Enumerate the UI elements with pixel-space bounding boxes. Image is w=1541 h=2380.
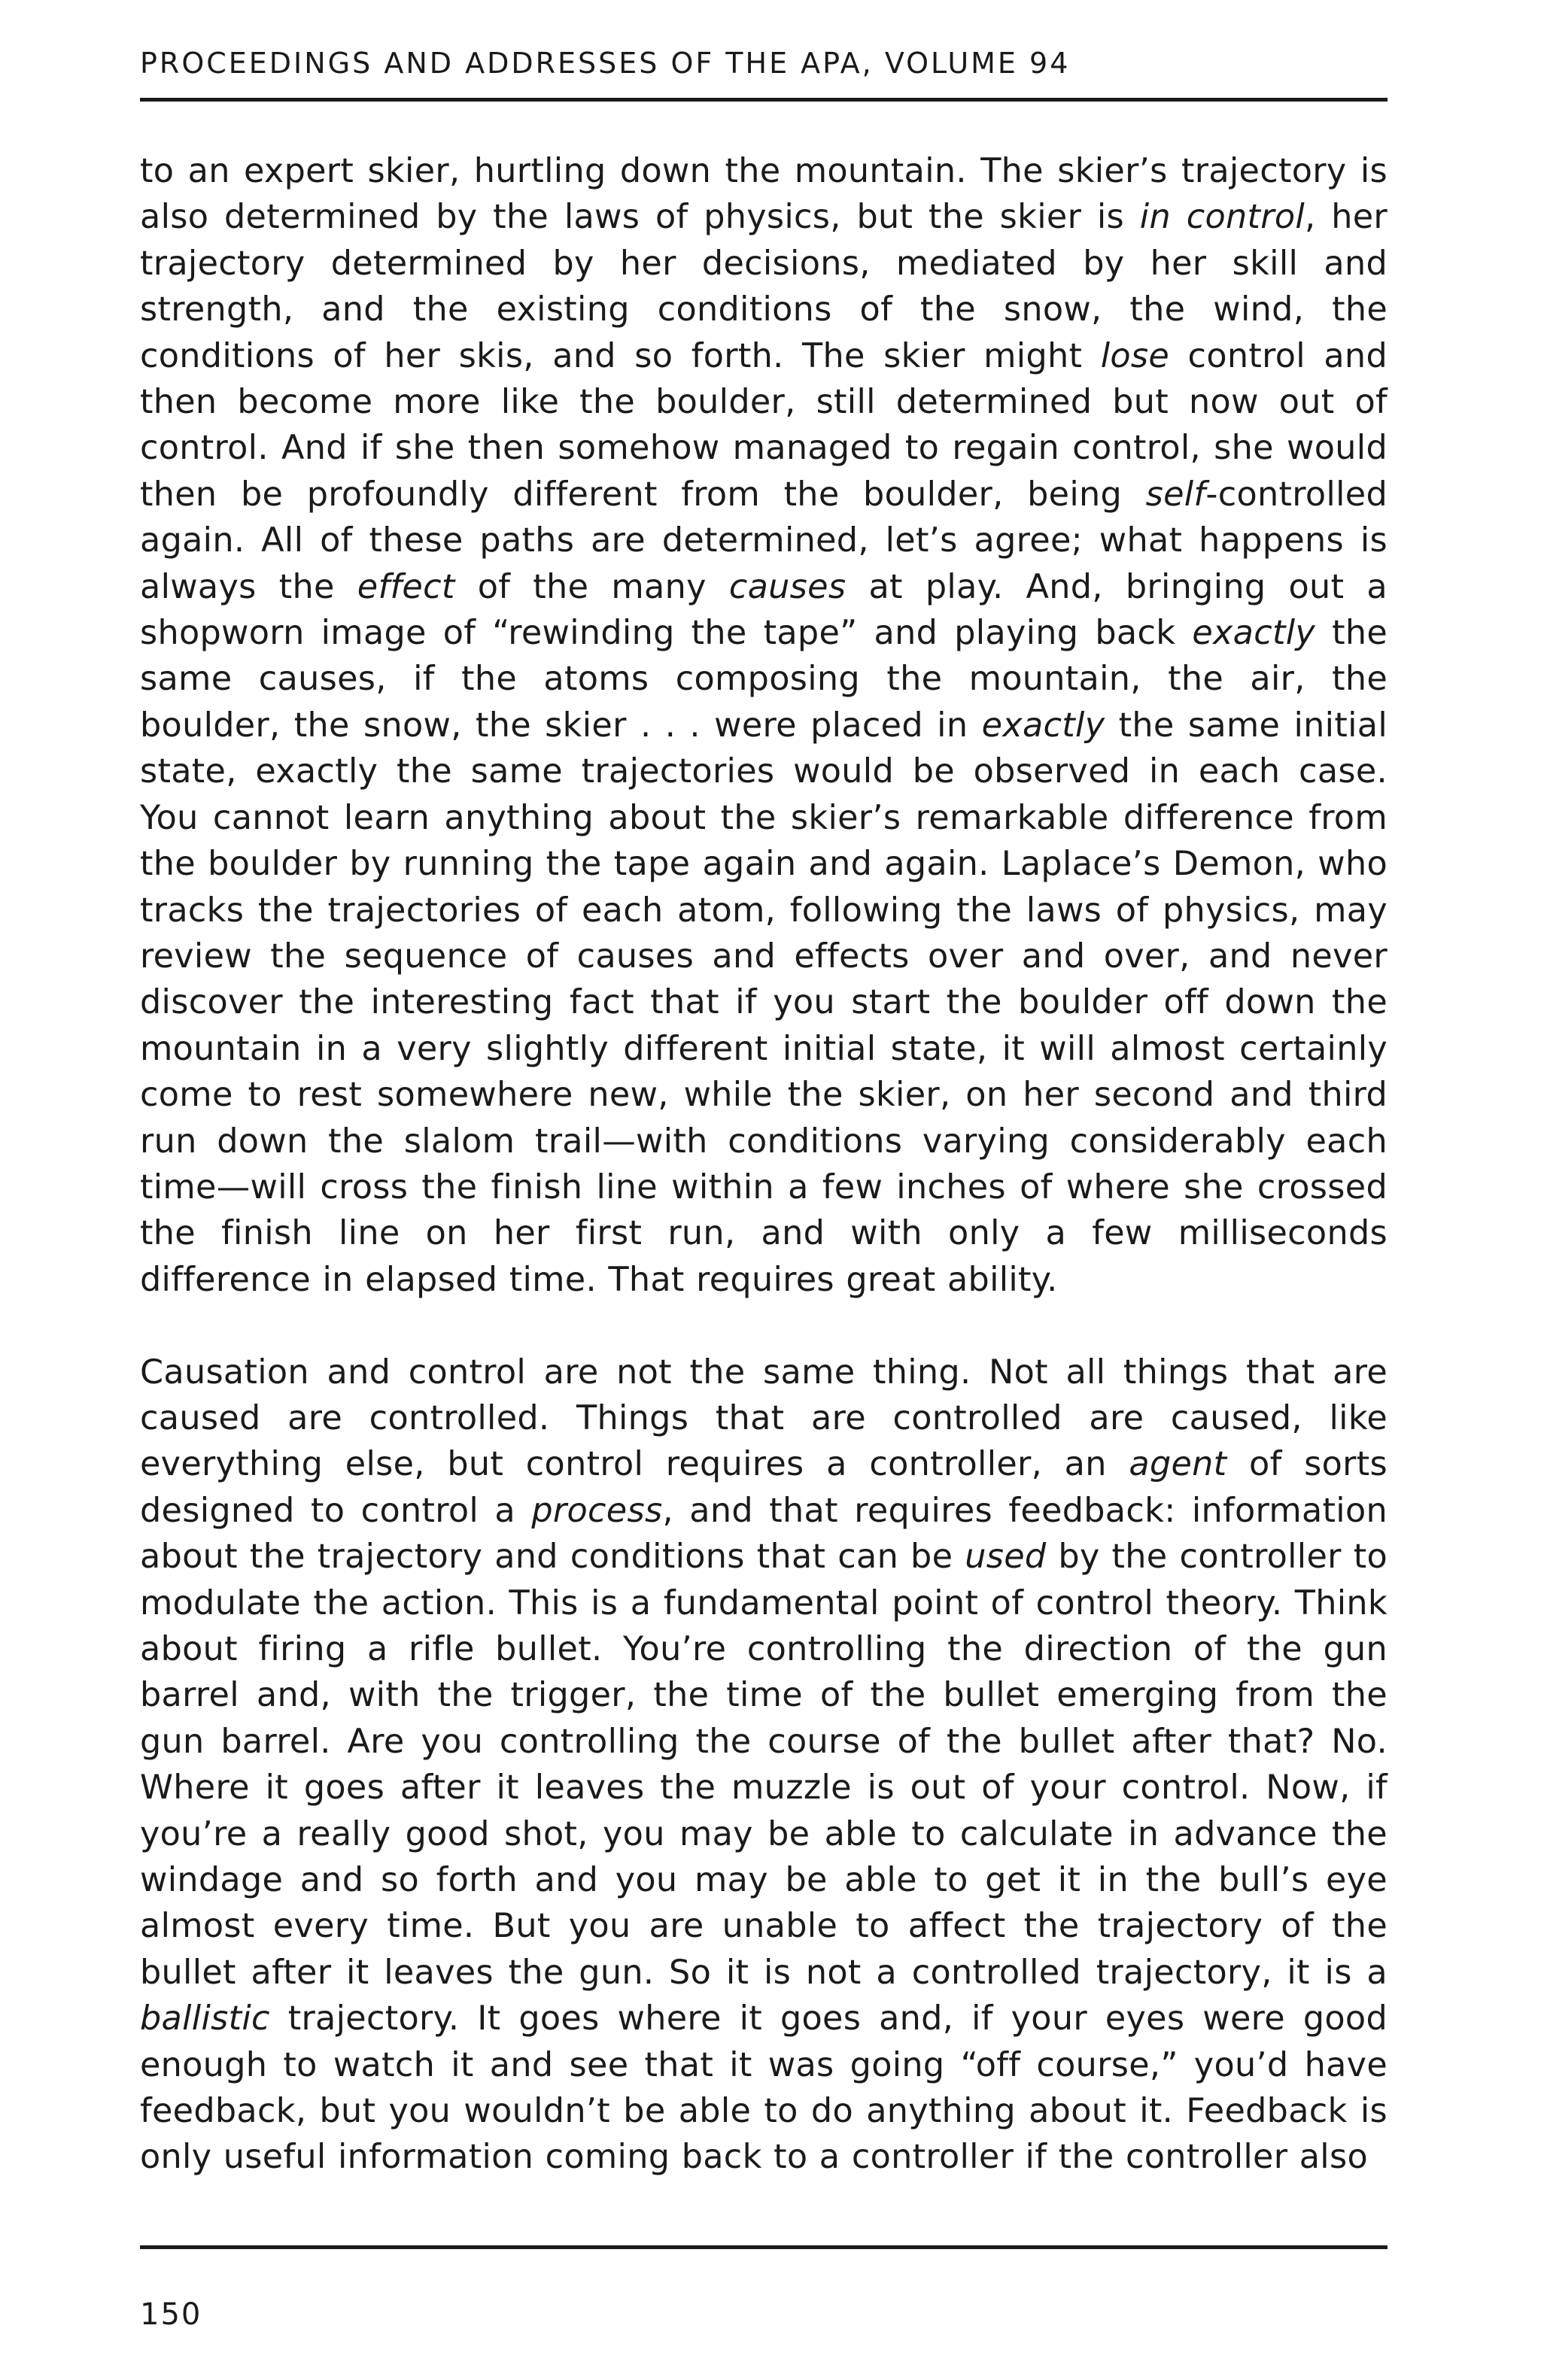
footer-rule (140, 2245, 1388, 2249)
paragraph-1: to an expert skier, hurtling down the mountain. The skier’s trajectory is also determined by the laws of physics, but the skier is in control, her trajectory determined by her decisions, mediated by her skill and strength, and the existing conditions of the snow, the wind, the conditions of her skis, and so forth. The skier might lose control and then become more like the boulder, still determined but now out of control. And if she then somehow managed to regain control, she would then be profoundly different from the boulder, being self-controlled again. All of these paths are determined, let’s agree; what happens is always the effect of the many causes at play. And, bringing out a shopworn image of “rewinding the tape” and playing back exactly the same causes, if the atoms composing the mountain, the air, the boulder, the snow, the skier . . . were placed in exactly the same initial state, exactly the same trajectories would be observed in each case. You cannot learn anything about the skier’s remarkable difference from the boulder by running the tape again and again. Laplace’s Demon, who tracks the trajectories of each atom, following the laws of physics, may review the sequence of causes and effects over and over, and never discover the interesting fact that if you start the boulder off down the mountain in a very slightly different initial state, it will almost certainly come to rest somewhere new, while the skier, on her second and third run down the slalom trail—with conditions varying considerably each time—will cross the finish line within a few inches of where she crossed the finish line on her first run, and with only a few milliseconds difference in elapsed time. That requires great ability. (140, 152, 1388, 1299)
paragraph-2: Causation and control are not the same thing. Not all things that are caused are controlled. Things that are controlled are caused, like everything else, but control requires a controller, an agent of sorts designed to control a process, and that requires feedback: information about the trajectory and conditions that can be used by the controller to modulate the action. This is a fundamental point of control theory. Think about firing a rifle bullet. You’re controlling the direction of the gun barrel and, with the trigger, the time of the bullet emerging from the gun barrel. Are you controlling the course of the bullet after that? No. Where it goes after it leaves the muzzle is out of your control. Now, if you’re a really good shot, you may be able to calculate in advance the windage and so forth and you may be able to get it in the bull’s eye almost every time. But you are unable to affect the trajectory of the bullet after it leaves the gun. So it is not a controlled trajectory, it is a ballistic trajectory. It goes where it goes and, if your eyes were good enough to watch it and see that it was going “off course,” you’d have feedback, but you wouldn’t be able to do anything about it. Feedback is only useful information coming back to a controller if the controller also (140, 1352, 1388, 2177)
document-page (140, 0, 1388, 2380)
header-rule (140, 98, 1388, 102)
body-text (140, 148, 1388, 2181)
page-number: 150 (140, 2297, 202, 2332)
running-header: PROCEEDINGS AND ADDRESSES OF THE APA, VOLUME 94 (140, 47, 1071, 80)
